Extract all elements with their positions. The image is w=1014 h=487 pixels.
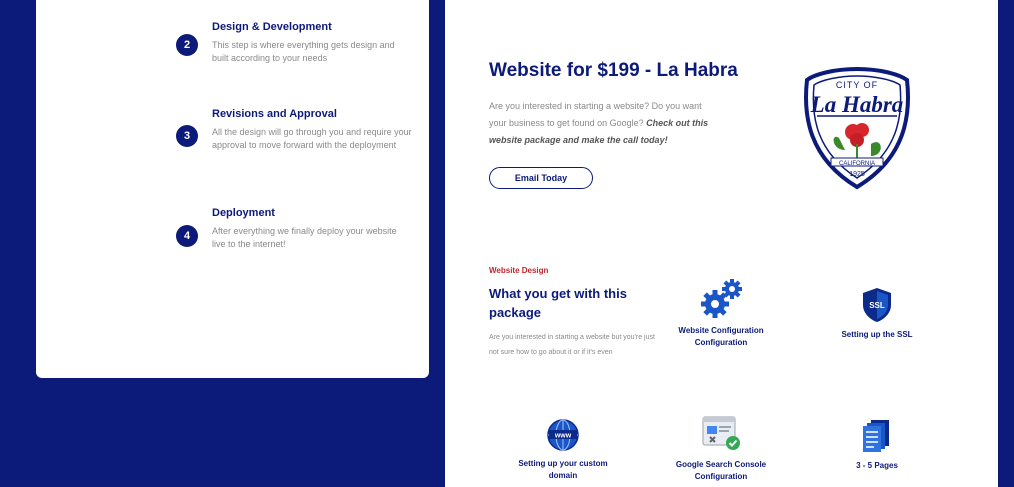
step-number-badge: 3 [176,125,198,147]
svg-text:SSL: SSL [869,301,885,310]
package-panel [445,0,998,487]
feature-pages [822,418,932,472]
seal-city-name: La Habra [810,92,904,117]
step-deployment [183,207,412,251]
step-title: Revisions and Approval [212,108,337,120]
feature-label: Website Configuration Configuration [678,326,764,347]
ssl-shield-icon [861,287,893,323]
step-description: After everything we finally deploy your website live to the internet! [212,226,397,249]
page-title: Website for $199 - La Habra [489,60,738,81]
gears-icon [699,279,743,319]
step-description: All the design will go through you and require your approval to move forward with the deployment [212,127,412,150]
feature-custom-domain [508,418,618,482]
globe-www-icon [546,418,580,452]
feature-label: Setting up your custom domain [518,459,608,480]
section-title: What you get with this package [489,286,627,320]
feature-website-configuration [666,279,776,349]
step-title: Design & Development [212,21,332,33]
search-console-icon [699,415,743,453]
process-steps-card [36,0,429,378]
svg-text:www: www [554,432,572,440]
email-today-button[interactable]: Email Today [489,167,593,189]
feature-label: Google Search Console Configuration [675,460,767,481]
hero-description-emphasis: Check out this website package and make the call today! [489,118,709,145]
pages-icon [861,418,893,454]
hero-description [489,98,714,149]
feature-ssl [822,287,932,341]
seal-top-text: CITY OF [835,80,879,90]
seal-state: CALIFORNIA [838,161,876,167]
step-title: Deployment [212,207,275,219]
step-description: This step is where everything gets design and built according to your needs [212,40,395,63]
step-design-development [183,21,412,65]
hero-description-text: Are you interested in starting a website? Do you want your business to get found on Google? [489,101,702,128]
feature-search-console [666,415,776,483]
section-description: Are you interested in starting a website but you're just not sure how to go about it or if it's even [489,334,655,356]
step-number-badge: 2 [176,34,198,56]
step-revisions-approval [183,108,412,152]
section-tag: Website Design [489,266,549,275]
feature-label: Setting up the SSL [841,330,913,339]
la-habra-city-seal-logo [801,66,913,190]
seal-year: 1925 [849,171,865,178]
feature-label: 3 - 5 Pages [856,461,898,470]
step-number-badge: 4 [176,225,198,247]
